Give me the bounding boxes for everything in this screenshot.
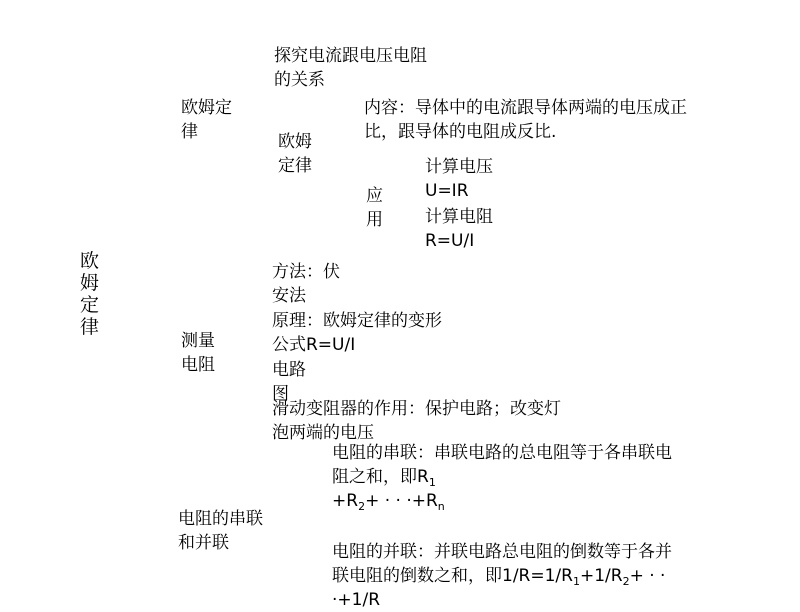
text-line: 电阻的并联：并联电路总电阻的倒数等于各并 [332,542,672,562]
label-line: 欧姆定 [181,98,232,118]
label-line: 用 [366,210,383,230]
text-segment: 阻之和，即R [332,467,429,487]
label-line: 电阻的串联 [178,509,263,529]
label-line: 测量 [181,331,215,351]
root-node: 欧姆定律 [80,250,100,338]
text-segment: + · · [629,566,666,586]
formula: R=U/I [425,231,475,251]
text-segment: + · · ·+R [365,491,438,511]
parallel-node [332,540,672,612]
text-line [332,465,672,489]
label-line: 应 [366,186,383,206]
law-node-label [278,130,312,178]
text-line: ·+1/R [332,590,381,610]
text-line: 泡两端的电压 [272,423,374,443]
branch-combination-label [178,507,263,555]
branch-measure-label [181,329,215,377]
label-line: 定律 [278,156,312,176]
series-node [332,441,672,513]
subscript: 2 [622,575,630,588]
subscript: 1 [572,575,580,588]
text-line: 的关系 [274,70,325,90]
method-node [272,260,340,308]
text-line: 计算电阻 [425,207,493,227]
text-segment: 联电阻的倒数之和，即1/R=1/R [332,566,573,586]
text-line: 内容：导体中的电流跟导体两端的电压成正 [364,98,687,118]
calc-resistance-node [425,205,493,253]
text-line: 方法：伏 [272,262,340,282]
rheostat-node [272,397,561,445]
label-line: 律 [181,122,198,142]
label-line: 电阻 [181,355,215,375]
application-label [366,184,383,232]
subscript: 2 [358,500,366,513]
text-line: 滑动变阻器的作用：保护电路；改变灯 [272,399,561,419]
text-line [332,564,672,588]
text-segment: +1/R [579,566,623,586]
label-line: 和并联 [178,533,229,553]
principle-node [272,309,442,357]
text-line: 公式R=U/I [272,335,356,355]
text-line: 计算电压 [425,157,493,177]
explore-node [274,44,427,92]
formula [332,489,672,513]
law-content-node [364,96,687,144]
text-line: 原理：欧姆定律的变形 [272,311,442,331]
label-line: 欧姆 [278,132,312,152]
text-line: 图 [272,384,289,404]
branch-ohms-law-label [181,96,232,144]
subscript: 1 [428,476,436,489]
text-line: 探究电流跟电压电阻 [274,46,427,66]
text-segment: +R [332,491,359,511]
text-line: 安法 [272,286,306,306]
text-line: 电路 [272,360,306,380]
formula: U=IR [425,181,469,201]
calc-voltage-node [425,155,493,203]
text-line: 比，跟导体的电阻成反比. [364,122,557,142]
text-line: 电阻的串联：串联电路的总电阻等于各串联电 [332,443,672,463]
subscript: n [437,500,445,513]
